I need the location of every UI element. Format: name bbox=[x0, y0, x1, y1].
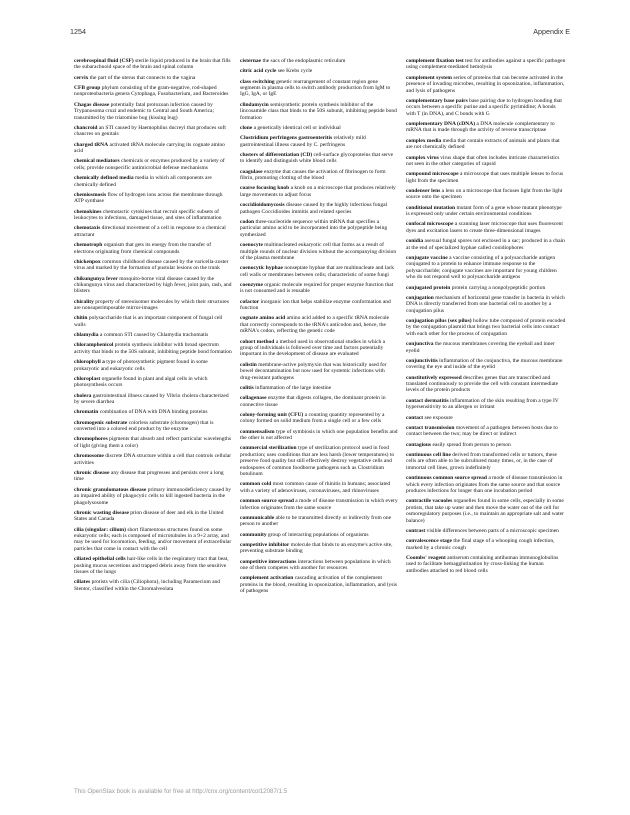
glossary-entry bbox=[406, 255, 566, 281]
glossary-term: chancroid bbox=[74, 124, 98, 131]
glossary-term: chikungunya fever bbox=[74, 275, 118, 282]
glossary-term: chromatin bbox=[74, 409, 99, 416]
glossary-entry bbox=[406, 58, 566, 71]
glossary-term: colistin bbox=[240, 361, 257, 368]
glossary-entry bbox=[240, 202, 398, 215]
glossary-definition: protein carrying a nonpolypeptidic portion bbox=[451, 284, 546, 291]
glossary-entry bbox=[74, 556, 232, 575]
glossary-term: contrast bbox=[406, 527, 426, 534]
glossary-column-3 bbox=[406, 58, 566, 578]
glossary-term: condenser lens bbox=[406, 187, 441, 194]
glossary-term: chemical mediators bbox=[74, 158, 120, 165]
glossary-entry bbox=[406, 341, 566, 354]
glossary-entry bbox=[406, 155, 566, 168]
glossary-term: chromosome bbox=[74, 453, 104, 460]
glossary-definition: phylum consisting of the gram-negative, rod-shaped nonproteobacteria genera Cytophaga, Fusobacterium, and Bacteroides bbox=[74, 85, 229, 98]
glossary-term: coenocytic hyphae bbox=[240, 265, 283, 272]
glossary-term: clusters of differentiation (CD) bbox=[240, 151, 313, 158]
glossary-definition: a knob on a microscope that produces relatively large movements to adjust focus bbox=[240, 185, 396, 198]
glossary-entry bbox=[74, 175, 232, 188]
glossary-entry bbox=[240, 169, 398, 182]
glossary-term: cervix bbox=[74, 74, 89, 81]
glossary-entry bbox=[240, 152, 398, 165]
glossary-entry bbox=[240, 412, 398, 425]
glossary-definition: media in which all components are chemically defined bbox=[74, 175, 212, 188]
glossary-definition: a mode of disease transmission in which every infection originates from the same source bbox=[240, 498, 398, 511]
glossary-entry bbox=[240, 498, 398, 511]
glossary-term: clone bbox=[240, 124, 253, 131]
glossary-term: complement system bbox=[406, 74, 452, 81]
glossary-definition: asexual fungal spores not enclosed in a sac; produced in a chain at the end of specialized hyphae called conidiophores bbox=[406, 238, 565, 251]
glossary-term: chronic disease bbox=[74, 469, 110, 476]
glossary-definition: gastrointestinal illness caused by Vibrio cholera characterized by severe diarrhea bbox=[74, 392, 229, 406]
glossary-term: coccidioidomycosis bbox=[240, 202, 285, 209]
glossary-entry bbox=[406, 498, 566, 524]
glossary-term: chemokines bbox=[74, 208, 102, 215]
glossary-entry bbox=[406, 295, 566, 314]
glossary-definition: a genetically identical cell or individual bbox=[253, 124, 341, 131]
glossary-entry bbox=[74, 192, 232, 205]
glossary-entry bbox=[240, 559, 398, 572]
glossary-term: collagenase bbox=[240, 395, 267, 402]
glossary-entry bbox=[74, 393, 232, 406]
glossary-definition: sterile liquid produced in the brain that fills the subarachnoid space of the brain and spinal column bbox=[74, 58, 231, 71]
glossary-term: conjugation pilus (sex pilus) bbox=[406, 317, 472, 324]
glossary-entry bbox=[240, 185, 398, 198]
page-footer: This OpenStax book is available for free at http://cnx.org/content/col12087/1.5 bbox=[74, 788, 288, 795]
glossary-term: chronic wasting disease bbox=[74, 509, 129, 516]
glossary-term: conjunctiva bbox=[406, 341, 434, 348]
glossary-entry bbox=[240, 219, 398, 238]
glossary-definition: pigments that absorb and reflect particular wavelengths of light (giving them a color) bbox=[74, 436, 231, 449]
glossary-term: commensalism bbox=[240, 428, 275, 435]
glossary-entry bbox=[406, 555, 566, 574]
glossary-term: conidia bbox=[406, 238, 424, 245]
glossary-entry bbox=[406, 415, 566, 421]
glossary-definition: a vaccine consisting of a polysaccharide antigen conjugated to a protein to enhance immune response to the polysaccharide; conjugate vaccines are important for young children who do not respond well to polysaccharide antigens bbox=[406, 254, 557, 281]
glossary-definition: organism that gets its energy from the transfer of electrons originating from chemical compounds bbox=[74, 242, 212, 255]
glossary-entry bbox=[406, 98, 566, 117]
glossary-definition: chemotactic cytokines that recruit specific subsets of leukocytes to infections, damaged tissue, and sites of inflammation bbox=[74, 208, 222, 222]
glossary-term: cholera bbox=[74, 392, 92, 399]
glossary-definition: enzyme that digests collagen, the dominant protein in connective tissue bbox=[240, 395, 386, 408]
glossary-term: competitive inhibitor bbox=[240, 541, 290, 548]
glossary-entry bbox=[240, 299, 398, 312]
glossary-entry bbox=[74, 125, 232, 138]
glossary-entry bbox=[406, 205, 566, 218]
glossary-definition: protein synthesis inhibitor with broad spectrum activity that binds to the 50S subunit, inhibiting peptide bond formation bbox=[74, 342, 232, 355]
glossary-term: chemotroph bbox=[74, 242, 103, 249]
glossary-definition: hair-like cells in the respiratory tract that beat, pushing mucus secretions and trapped debris away from the sensitive tissues of the lungs bbox=[74, 556, 229, 575]
glossary-entry bbox=[240, 515, 398, 528]
glossary-definition: amino acid added to a specific tRNA molecule that correctly corresponds to the tRNA's anticodon and, hence, the mRNA's codon, reflecting the genetic code bbox=[240, 315, 390, 335]
glossary-entry bbox=[240, 575, 398, 594]
glossary-term: chemically defined media bbox=[74, 175, 134, 182]
glossary-entry bbox=[74, 158, 232, 171]
glossary-definition: organic molecule required for proper enzyme function that is not consumed and is reusable bbox=[240, 281, 394, 295]
glossary-definition: property of stereoisomer molecules by which their structures are nonsuperimposable mirror-images bbox=[74, 298, 229, 312]
glossary-entry bbox=[74, 259, 232, 272]
glossary-term: charged tRNA bbox=[74, 141, 109, 148]
glossary-entry bbox=[74, 315, 232, 328]
glossary-term: convalescence stage bbox=[406, 538, 452, 545]
glossary-entry bbox=[240, 68, 398, 74]
glossary-entry bbox=[406, 528, 566, 534]
glossary-term: codon bbox=[240, 218, 255, 225]
glossary-definition: an STI caused by Haemophilus ducreyi that produces soft chancres on genitals bbox=[74, 124, 226, 138]
glossary-definition: able to be transmitted directly or indirectly from one person to another bbox=[240, 514, 392, 528]
glossary-entry bbox=[74, 58, 232, 71]
glossary-definition: molecule that binds to an enzyme's active site, preventing substrate binding bbox=[240, 541, 393, 555]
glossary-definition: type of symbiosis in which one population benefits and the other is not affected bbox=[240, 428, 398, 442]
glossary-definition: see exposure bbox=[424, 414, 453, 421]
glossary-term: complementary base pairs bbox=[406, 97, 468, 104]
glossary-definition: relatively mild gastrointestinal illness caused by C. perfringens bbox=[240, 135, 366, 148]
glossary-definition: derived from transformed cells or tumors, these cells are often able to be subcultured many times, or, in the case of immortal cell lines, grown indefinitely bbox=[406, 452, 557, 471]
glossary-term: cohort method bbox=[240, 338, 275, 345]
glossary-term: chronic granulomatous disease bbox=[74, 486, 147, 493]
glossary-entry bbox=[74, 225, 232, 238]
glossary-definition: three-nucleotide sequence within mRNA that specifies a particular amino acid to be incorporated into the polypeptide being synthesized bbox=[240, 218, 388, 238]
glossary-term: conjunctivitis bbox=[406, 357, 438, 364]
glossary-entry bbox=[406, 398, 566, 411]
glossary-definition: disease caused by the highly infectious fungal pathogen Coccidioides immitis and related species bbox=[240, 202, 388, 215]
glossary-entry bbox=[74, 376, 232, 389]
glossary-definition: the part of the uterus that connects to the vagina bbox=[89, 74, 196, 81]
glossary-definition: inorganic ion that helps stabilize enzyme conformation and function bbox=[240, 298, 391, 312]
glossary-definition: genetic rearrangement of constant region gene segments in plasma cells to switch antibody production from IgM to IgG, IgA, or IgE bbox=[240, 78, 391, 98]
glossary-term: cognate amino acid bbox=[240, 315, 286, 322]
glossary-definition: the sacs of the endoplasmic reticulum bbox=[262, 58, 346, 64]
glossary-definition: test for antibodies against a specific pathogen using complement-mediated hemolysis bbox=[406, 58, 566, 71]
glossary-definition: a mode of disease transmission in which every infection originates from the same source and that source produces infections for longer than one incubation period bbox=[406, 475, 563, 495]
glossary-entry bbox=[74, 510, 232, 523]
glossary-term: contact dermatitis bbox=[406, 397, 449, 404]
glossary-entry bbox=[240, 362, 398, 381]
glossary-term: chemotaxis bbox=[74, 225, 101, 232]
glossary-definition: a lens on a microscope that focuses light from the light source onto the specimen bbox=[406, 187, 563, 201]
glossary-entry bbox=[74, 332, 232, 338]
glossary-definition: primary immunodeficiency caused by an impaired ability of phagocytic cells to kill ingested bacteria in the phagolysosome bbox=[74, 486, 231, 506]
glossary-entry bbox=[74, 142, 232, 155]
glossary-entry bbox=[406, 475, 566, 494]
page-header bbox=[70, 24, 570, 38]
glossary-term: cisternae bbox=[240, 58, 262, 64]
glossary-definition: inflammation of the conjunctiva, the mucous membrane covering the eye and inside of the eyelid bbox=[406, 357, 563, 371]
glossary-term: chirality bbox=[74, 298, 94, 305]
glossary-definition: short filamentous structures found on some eukaryotic cells; each is composed of microtubules in a 9+2 array, and may be used for locomotion, feeding, and/or movement of extracellular particles that come in contact with the cell bbox=[74, 526, 232, 552]
glossary-entry bbox=[240, 429, 398, 442]
glossary-entry bbox=[74, 409, 232, 415]
glossary-entry bbox=[406, 285, 566, 291]
glossary-entry bbox=[406, 318, 566, 337]
page-number: 1254 bbox=[70, 27, 86, 36]
glossary-term: chickenpox bbox=[74, 258, 101, 265]
glossary-term: coagulase bbox=[240, 168, 263, 175]
glossary-definition: the final stage of a whooping cough infection, marked by a chronic cough bbox=[406, 538, 555, 551]
glossary-entry bbox=[406, 538, 566, 551]
section-title: Appendix E bbox=[533, 27, 570, 36]
glossary-entry bbox=[406, 452, 566, 471]
glossary-definition: describes genes that are transcribed and translated continuously to provide the cell with constant intermediate levels of the protein products bbox=[406, 374, 559, 394]
glossary-definition: type of photosynthetic pigment found in some prokaryotic and eukaryotic cells bbox=[74, 359, 208, 372]
glossary-entry bbox=[240, 542, 398, 555]
glossary-term: cofactor bbox=[240, 298, 260, 305]
glossary-entry bbox=[406, 238, 566, 251]
glossary-definition: cascading activation of the complement proteins in the blood, resulting in opsonization, inflammation, and lysis of pathogens bbox=[240, 575, 398, 595]
glossary-definition: hollow tube composed of protein encoded by the conjugation plasmid that brings two bacterial cells into contact with each other for the process of conjugation bbox=[406, 317, 566, 337]
glossary-definition: group of interacting populations of organisms bbox=[267, 531, 369, 538]
glossary-definition: easily spread from person to person bbox=[432, 441, 511, 448]
glossary-term: complementary DNA (cDNA) bbox=[406, 121, 476, 128]
glossary-definition: enzyme that causes the activation of fibrinogen to form fibrin, promoting clotting of the blood bbox=[240, 168, 386, 182]
glossary-entry bbox=[240, 135, 398, 148]
glossary-term: common cold bbox=[240, 481, 272, 488]
glossary-term: CFB group bbox=[74, 85, 101, 92]
glossary-definition: visible differences between parts of a microscopic specimen bbox=[426, 527, 559, 534]
glossary-definition: most common cause of rhinitis in humans; associated with a variety of adenoviruses, coronaviruses, and rhinoviruses bbox=[240, 481, 391, 494]
glossary-entry bbox=[406, 171, 566, 184]
glossary-entry bbox=[74, 75, 232, 81]
glossary-term: competitive interactions bbox=[240, 558, 297, 565]
glossary-entry bbox=[74, 487, 232, 506]
glossary-term: chloroplast bbox=[74, 375, 101, 382]
glossary-definition: directional movement of a cell in response to a chemical attractant bbox=[74, 225, 226, 238]
glossary-entry bbox=[240, 339, 398, 358]
glossary-column-2 bbox=[240, 58, 398, 599]
glossary-definition: cell-surface glycoproteins that serve to identify and distinguish white blood cells bbox=[240, 151, 394, 165]
glossary-definition: potentially fatal protozoan infection caused by Trypanosoma cruzi and endemic to Central and South America; transmitted by the triatomine bug (kissing bug) bbox=[74, 101, 215, 121]
glossary-term: complex virus bbox=[406, 154, 439, 161]
glossary-term: complement activation bbox=[240, 575, 294, 582]
glossary-entry bbox=[240, 282, 398, 295]
glossary-definition: common childhood disease caused by the varicella-zoster virus and marked by the formation of pustular lesions on the trunk bbox=[74, 258, 229, 272]
glossary-entry bbox=[74, 420, 232, 433]
glossary-entry bbox=[406, 425, 566, 438]
glossary-entry bbox=[406, 138, 566, 151]
glossary-term: commercial sterilization bbox=[240, 445, 297, 452]
glossary-term: clindamycin bbox=[240, 101, 269, 108]
glossary-entry bbox=[240, 445, 398, 477]
glossary-definition: mosquito-borne viral disease caused by the chikungunya virus and characterized by high fever, joint pain, rash, and blisters bbox=[74, 275, 232, 295]
glossary-definition: mechanism of horizontal gene transfer in bacteria in which DNA is directly transferred from one bacterial cell to another by a conjugation pilus bbox=[406, 294, 565, 314]
glossary-definition: a counting quantity represented by a colony formed on solid medium from a single cell or a few cells bbox=[240, 411, 385, 425]
glossary-term: chemiosmosis bbox=[74, 191, 107, 198]
glossary-entry bbox=[406, 442, 566, 448]
glossary-definition: semisynthetic protein synthesis inhibitor of the lincosamide class that binds to the 50S subunit, inhibiting peptide bond formation bbox=[240, 101, 397, 121]
glossary-term: contact bbox=[406, 414, 424, 421]
glossary-definition: flow of hydrogen ions across the membrane through ATP synthase bbox=[74, 191, 223, 205]
glossary-definition: type of sterilization protocol used in food production; uses conditions that are less harsh (lower temperatures) to preserve food quality but still effectively destroy vegetative cells and endospores of common foodborne pathogens such as Clostridium botulinum bbox=[240, 445, 395, 478]
glossary-entry bbox=[240, 125, 398, 131]
glossary-term: chlamydia bbox=[74, 332, 99, 339]
glossary-definition: chemicals or enzymes produced by a variety of cells; provide nonspecific antimicrobial defense mechanisms bbox=[74, 158, 225, 171]
glossary-definition: a DNA molecule complementary to mRNA that is made through the activity of reverse transcriptase bbox=[406, 121, 555, 134]
glossary-entry bbox=[74, 359, 232, 372]
glossary-term: conjugate vaccine bbox=[406, 254, 448, 261]
glossary-term: citric acid cycle bbox=[240, 68, 277, 75]
glossary-definition: inflammation of the skin resulting from a type IV hypersensitivity to an allergen or irritant bbox=[406, 397, 559, 411]
glossary-definition: prion disease of deer and elk in the United States and Canada bbox=[74, 509, 224, 523]
glossary-definition: nonseptate hyphae that are multinucleate and lack cell walls or membranes between cells; characteristic of some fungi bbox=[240, 265, 394, 278]
glossary-term: continuous cell line bbox=[406, 452, 451, 459]
glossary-term: coenzyme bbox=[240, 281, 263, 288]
glossary-term: cilia (singular: cilium) bbox=[74, 526, 126, 533]
glossary-definition: mutant form of a gene whose mutant phenotype is expressed only under certain environmental conditions bbox=[406, 204, 562, 218]
glossary-term: Clostridium perfringens gastroenteritis bbox=[240, 135, 333, 142]
glossary-term: common source spread bbox=[240, 498, 294, 505]
glossary-term: colitis bbox=[240, 384, 254, 391]
glossary-term: Chagas disease bbox=[74, 101, 110, 108]
glossary-term: confocal microscope bbox=[406, 221, 454, 228]
glossary-term: chloramphenicol bbox=[74, 342, 114, 349]
glossary-definition: multinucleated eukaryotic cell that forms as a result of multiple rounds of nuclear division without the accompanying division of the plasma membrane bbox=[240, 242, 397, 261]
glossary-term: Coombs' reagent bbox=[406, 555, 446, 561]
glossary-term: constitutively expressed bbox=[406, 374, 462, 381]
glossary-entry bbox=[406, 358, 566, 371]
glossary-entry bbox=[406, 75, 566, 94]
glossary-definition: a scanning laser microscope that uses fluorescent dyes and excitation lasers to create three-dimensional images bbox=[406, 221, 563, 234]
glossary-definition: any disease that progresses and persists over a long time bbox=[74, 469, 224, 483]
glossary-term: conditional mutation bbox=[406, 204, 456, 211]
glossary-term: coenocyte bbox=[240, 242, 263, 249]
glossary-entry bbox=[240, 242, 398, 261]
glossary-entry bbox=[406, 121, 566, 134]
glossary-term: chromogenic substrate bbox=[74, 419, 128, 426]
glossary-entry bbox=[240, 481, 398, 494]
glossary-definition: inflammation of the large intestine bbox=[255, 384, 332, 391]
glossary-entry bbox=[74, 276, 232, 295]
glossary-definition: interactions between populations in which one of them competes with another for resources bbox=[240, 558, 391, 572]
glossary-term: coarse focusing knob bbox=[240, 185, 290, 192]
glossary-term: cerebrospinal fluid (CSF) bbox=[74, 58, 134, 64]
glossary-definition: a microscope that uses multiple lenses to focus light from the specimen bbox=[406, 171, 564, 184]
glossary-entry bbox=[74, 299, 232, 312]
glossary-definition: activated tRNA molecule carrying its cognate amino acid bbox=[74, 141, 225, 155]
glossary-definition: polysaccharide that is an important component of fungal cell walls bbox=[74, 315, 223, 328]
glossary-definition: a common STI caused by Chlamydia trachomatis bbox=[99, 332, 209, 339]
glossary-term: conjugation bbox=[406, 294, 434, 301]
glossary-definition: membrane-active polymyxin that was historically used for bowel decontamination but now used for systemic infections with drug-resistant pathogens bbox=[240, 361, 387, 381]
glossary-entry bbox=[74, 242, 232, 255]
glossary-entry bbox=[240, 385, 398, 391]
glossary-entry bbox=[74, 102, 232, 121]
glossary-entry bbox=[74, 342, 232, 355]
glossary-definition: base pairing due to hydrogen bonding that occurs between a specific purine and a specific pyrimidine; A bonds with T (in DNA), and C bonds with G bbox=[406, 97, 562, 117]
glossary-term: complement fixation test bbox=[406, 58, 464, 64]
glossary-definition: media that contain extracts of animals and plants that are not chemically defined bbox=[406, 137, 560, 151]
glossary-definition: protists with cilia (Ciliophora), including Paramecium and Stentor, classified within the Chromalveolata bbox=[74, 579, 221, 592]
glossary-term: contact transmission bbox=[406, 424, 455, 431]
glossary-definition: a method used in observational studies in which a group of individuals is followed over time and factors potentially important in the development of disease are evaluated bbox=[240, 338, 386, 358]
glossary-definition: series of proteins that can become activated in the presence of invading microbes, resulting in opsonization, inflammation, and lysis of pathogens bbox=[406, 74, 565, 94]
glossary-definition: organelles found in some cells, especially in some protists, that take up water and then move the water out of the cell for osmoregulatory purposes (i.e., to maintain an appropriate salt and water balance) bbox=[406, 498, 564, 524]
glossary-entry bbox=[74, 85, 232, 98]
glossary-definition: antiserum containing antihuman immunoglobulins used to facilitate hemagglutination by cross-linking the human antibodies attached to red blood cells bbox=[406, 555, 559, 574]
glossary-entry bbox=[74, 209, 232, 222]
glossary-definition: combination of DNA with DNA binding proteins bbox=[99, 409, 208, 416]
glossary-entry bbox=[74, 453, 232, 466]
glossary-definition: virus shape that often includes intricate characteristics not seen in the other categories of capsid bbox=[406, 154, 560, 167]
glossary-entry bbox=[74, 470, 232, 483]
glossary-entry bbox=[240, 102, 398, 121]
glossary-entry bbox=[240, 58, 398, 64]
glossary-term: communicable bbox=[240, 514, 275, 521]
glossary-definition: organelle found in plant and algal cells in which photosynthesis occurs bbox=[74, 375, 208, 389]
glossary-entry bbox=[406, 221, 566, 234]
glossary-entry bbox=[74, 527, 232, 553]
glossary-entry bbox=[406, 188, 566, 201]
glossary-entry bbox=[406, 375, 566, 394]
glossary-term: contagious bbox=[406, 441, 432, 448]
glossary-term: contractile vacuoles bbox=[406, 498, 453, 505]
glossary-definition: movement of a pathogen between hosts due to contact between the two; may be direct or indirect bbox=[406, 424, 558, 438]
glossary-entry bbox=[240, 265, 398, 278]
glossary-column-1 bbox=[74, 58, 232, 596]
glossary-term: ciliated epithelial cells bbox=[74, 556, 126, 563]
glossary-term: chitin bbox=[74, 315, 88, 322]
glossary-entry bbox=[74, 579, 232, 592]
glossary-term: conjugated protein bbox=[406, 284, 451, 291]
glossary-entry bbox=[240, 79, 398, 98]
glossary-term: class switching bbox=[240, 78, 275, 85]
glossary-term: continuous common source spread bbox=[406, 475, 487, 482]
glossary-definition: the mucous membranes covering the eyeball and inner eyelid bbox=[406, 341, 555, 354]
glossary-term: ciliates bbox=[74, 579, 91, 586]
glossary-entry bbox=[74, 436, 232, 449]
glossary-term: compound microscope bbox=[406, 171, 459, 178]
glossary-term: chlorophyll a bbox=[74, 359, 105, 366]
glossary-definition: colorless substrate (chromogen) that is converted into a colored end product by the enzyme bbox=[74, 419, 214, 433]
glossary-definition: discrete DNA structure within a cell that controls cellular activities bbox=[74, 453, 232, 466]
glossary-entry bbox=[240, 395, 398, 408]
glossary-entry bbox=[240, 532, 398, 538]
glossary-entry bbox=[240, 315, 398, 334]
glossary-term: complex media bbox=[406, 137, 442, 144]
glossary-term: chromophores bbox=[74, 436, 108, 443]
glossary-term: colony-forming unit (CFU) bbox=[240, 411, 304, 418]
glossary-term: community bbox=[240, 531, 267, 538]
glossary-definition: see Krebs cycle bbox=[277, 68, 313, 75]
